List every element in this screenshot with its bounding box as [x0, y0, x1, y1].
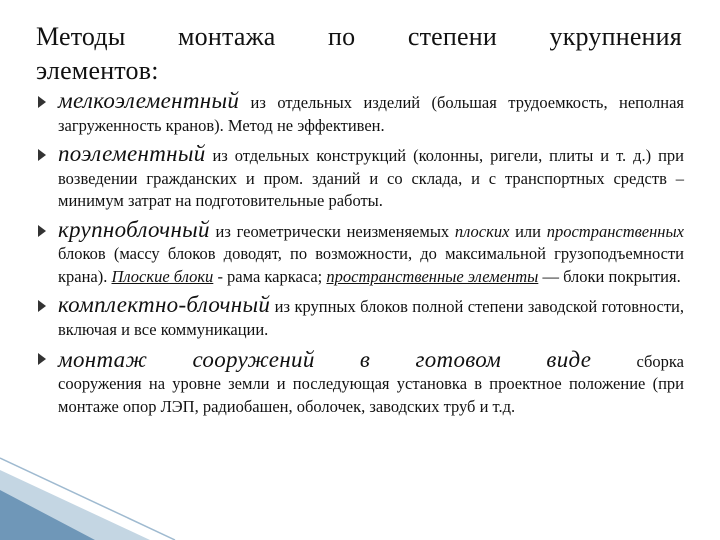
decor-line [0, 458, 175, 540]
item-paragraph: сооружения на уровне земли и последующая установка в проектное положение (при монтаже опор ЛЭП, радиобашен, оболочек, заводских труб и т.д. [58, 374, 684, 416]
method-term: поэлементный [58, 141, 206, 166]
description-text: — блоки покрытия. [538, 266, 681, 286]
bullet-arrow-icon [38, 149, 46, 161]
description-text: - рама каркаса; [213, 266, 327, 286]
list-item [38, 143, 684, 213]
description-text: блоков (массу блоков доводят, по возможности, до максимальной грузоподъемности крана). [58, 244, 684, 286]
title-word: степени [407, 22, 497, 51]
method-term-word: сооружений [192, 347, 315, 372]
method-term-word: готовом [415, 347, 502, 372]
slide-title [36, 20, 682, 88]
item-paragraph [58, 90, 684, 137]
underlined-term: пространственные элементы [326, 266, 539, 286]
description-text: или [509, 221, 547, 241]
item-heading-line [58, 347, 684, 373]
method-term: крупноблочный [58, 216, 210, 242]
description-first-word: сборка [636, 352, 684, 371]
item-paragraph [58, 216, 684, 289]
method-term: комплектно-блочный [58, 292, 271, 317]
bullet-arrow-icon [38, 225, 46, 237]
list-item [38, 294, 684, 341]
description-text: из геометрически неизменяемых [209, 221, 455, 241]
method-term: мелкоэлементный [58, 88, 240, 113]
list-item [38, 90, 684, 137]
method-description: из отдельных изделий (большая трудоемкость, неполная загруженность кранов). Метод не эффективен. [58, 93, 684, 135]
title-word: по [328, 22, 356, 51]
method-term-word: в [359, 347, 371, 372]
method-term-word: виде [546, 347, 592, 372]
decor-band-blue [0, 490, 95, 540]
method-description: из отдельных конструкций (колонны, ригели, плиты и т. д.) при возведении гражданских и пром. зданий и со склада, и с транспортных средств – минимум затрат на подготовительные работы. [58, 146, 684, 210]
title-line-1 [36, 20, 682, 54]
decor-band-light [0, 470, 150, 540]
title-line-2: элементов: [36, 56, 159, 85]
list-item [38, 347, 684, 418]
bullet-arrow-icon [38, 96, 46, 108]
item-paragraph [58, 143, 684, 213]
title-word: Методы [36, 22, 126, 51]
list-item [38, 216, 684, 289]
title-word: укрупнения [549, 22, 682, 51]
method-term-word: монтаж [58, 347, 148, 372]
italic-term: плоских [454, 221, 510, 241]
bullet-arrow-icon [38, 353, 46, 365]
underlined-term: Плоские блоки [111, 266, 214, 286]
title-word: монтажа [178, 22, 276, 51]
italic-term: пространственных [546, 221, 684, 241]
bullet-arrow-icon [38, 300, 46, 312]
method-description: из крупных блоков полной степени заводской готовности, включая и все коммуникации. [58, 297, 684, 339]
item-paragraph [58, 294, 684, 341]
methods-list [38, 90, 684, 424]
